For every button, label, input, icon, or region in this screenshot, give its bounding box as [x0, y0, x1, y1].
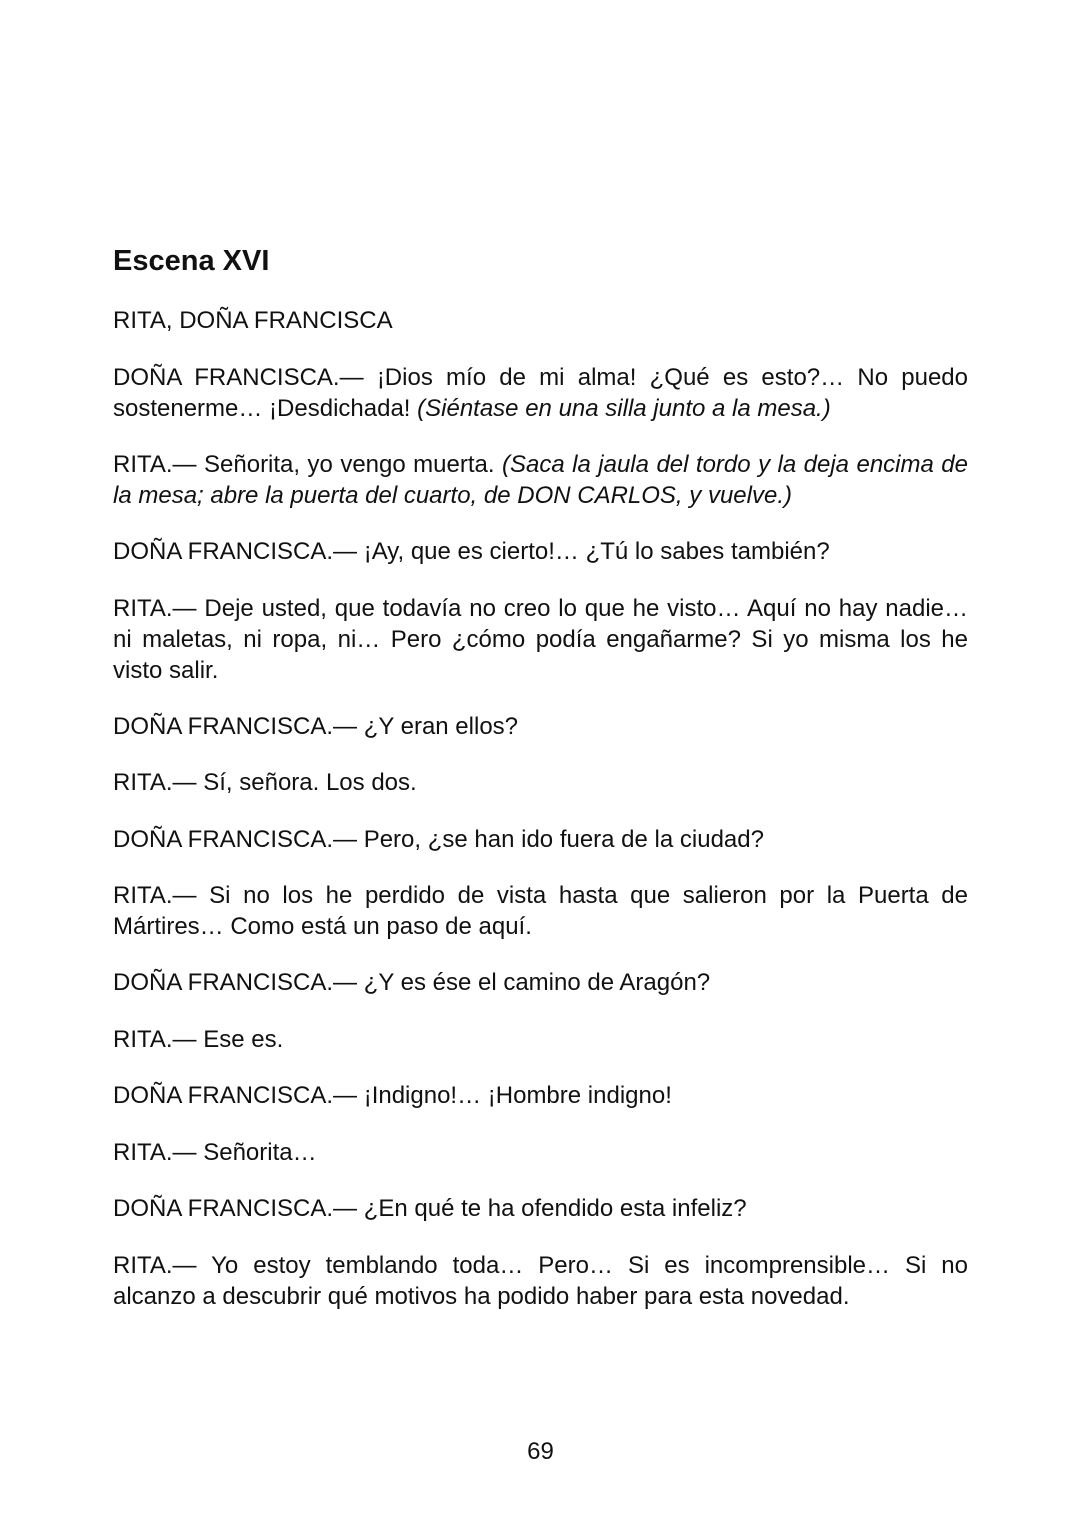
- dialogue-line: [113, 449, 968, 511]
- speaker-name: DOÑA FRANCISCA.—: [113, 826, 358, 853]
- dialogue-line: [113, 1080, 968, 1111]
- dialogue-line: [113, 967, 968, 998]
- dialogue-line: [113, 362, 968, 424]
- dialogue-line: [113, 824, 968, 855]
- speaker-name: RITA.—: [113, 769, 197, 796]
- speech-text: ¿En qué te ha ofendido esta infeliz?: [357, 1195, 747, 1222]
- speaker-name: DOÑA FRANCISCA.—: [113, 969, 358, 996]
- speech-text: Yo estoy temblando toda… Pero… Si es incomprensible… Si no alcanzo a descubrir qué motivos ha podido haber para esta novedad.: [113, 1252, 968, 1310]
- dialogue-line: [113, 593, 968, 686]
- speech-text: ¿Y eran ellos?: [357, 713, 519, 740]
- speaker-name: RITA.—: [113, 1139, 197, 1166]
- speaker-name: DOÑA FRANCISCA.—: [113, 364, 364, 391]
- page-number: 69: [527, 1438, 554, 1465]
- speech-text: ¡Ay, que es cierto!… ¿Tú lo sabes también?: [357, 538, 830, 565]
- speech-text: Sí, señora. Los dos.: [196, 769, 417, 796]
- speaker-name: RITA.—: [113, 595, 197, 622]
- speaker-name: RITA.—: [113, 882, 197, 909]
- speech-text: Señorita, yo vengo muerta.: [196, 451, 502, 478]
- speech-text: Señorita…: [196, 1139, 317, 1166]
- dialogue-line: [113, 767, 968, 798]
- dialogue-line: [113, 1137, 968, 1168]
- speech-text: ¡Dios mío de mi alma! ¿Qué es esto?… No puedo sostenerme… ¡Desdichada!: [113, 364, 969, 422]
- speech-text: Ese es.: [196, 1026, 284, 1053]
- stage-direction: (Siéntase en una silla junto a la mesa.): [417, 395, 831, 422]
- stage-direction: (Saca la jaula del tordo y la deja encima de la mesa; abre la puerta del cuarto, de DON CARLOS, y vuelve.): [113, 451, 969, 509]
- speaker-name: RITA.—: [113, 1026, 197, 1053]
- speech-text: Deje usted, que todavía no creo lo que he visto… Aquí no hay nadie… ni maletas, ni ropa, ni… Pero ¿cómo podía engañarme? Si yo misma los he visto salir.: [113, 595, 968, 684]
- scene-characters: RITA, DOÑA FRANCISCA: [113, 307, 393, 334]
- speech-text: Pero, ¿se han ido fuera de la ciudad?: [357, 826, 764, 853]
- speech-text: ¡Indigno!… ¡Hombre indigno!: [357, 1082, 672, 1109]
- speech-text: ¿Y es ése el camino de Aragón?: [357, 969, 711, 996]
- dialogue-line: [113, 711, 968, 742]
- dialogue-line: [113, 1024, 968, 1055]
- speaker-name: RITA.—: [113, 451, 197, 478]
- dialogue-line: [113, 880, 968, 942]
- dialogue-line: [113, 1193, 968, 1224]
- speaker-name: DOÑA FRANCISCA.—: [113, 713, 358, 740]
- scene-title: Escena XVI: [113, 245, 270, 277]
- speaker-name: DOÑA FRANCISCA.—: [113, 1195, 358, 1222]
- speaker-name: RITA.—: [113, 1252, 197, 1279]
- speaker-name: DOÑA FRANCISCA.—: [113, 538, 358, 565]
- dialogue-line: [113, 536, 968, 567]
- speech-text: Si no los he perdido de vista hasta que salieron por la Puerta de Mártires… Como está un paso de aquí.: [113, 882, 968, 940]
- dialogue-line: [113, 1250, 968, 1312]
- speaker-name: DOÑA FRANCISCA.—: [113, 1082, 358, 1109]
